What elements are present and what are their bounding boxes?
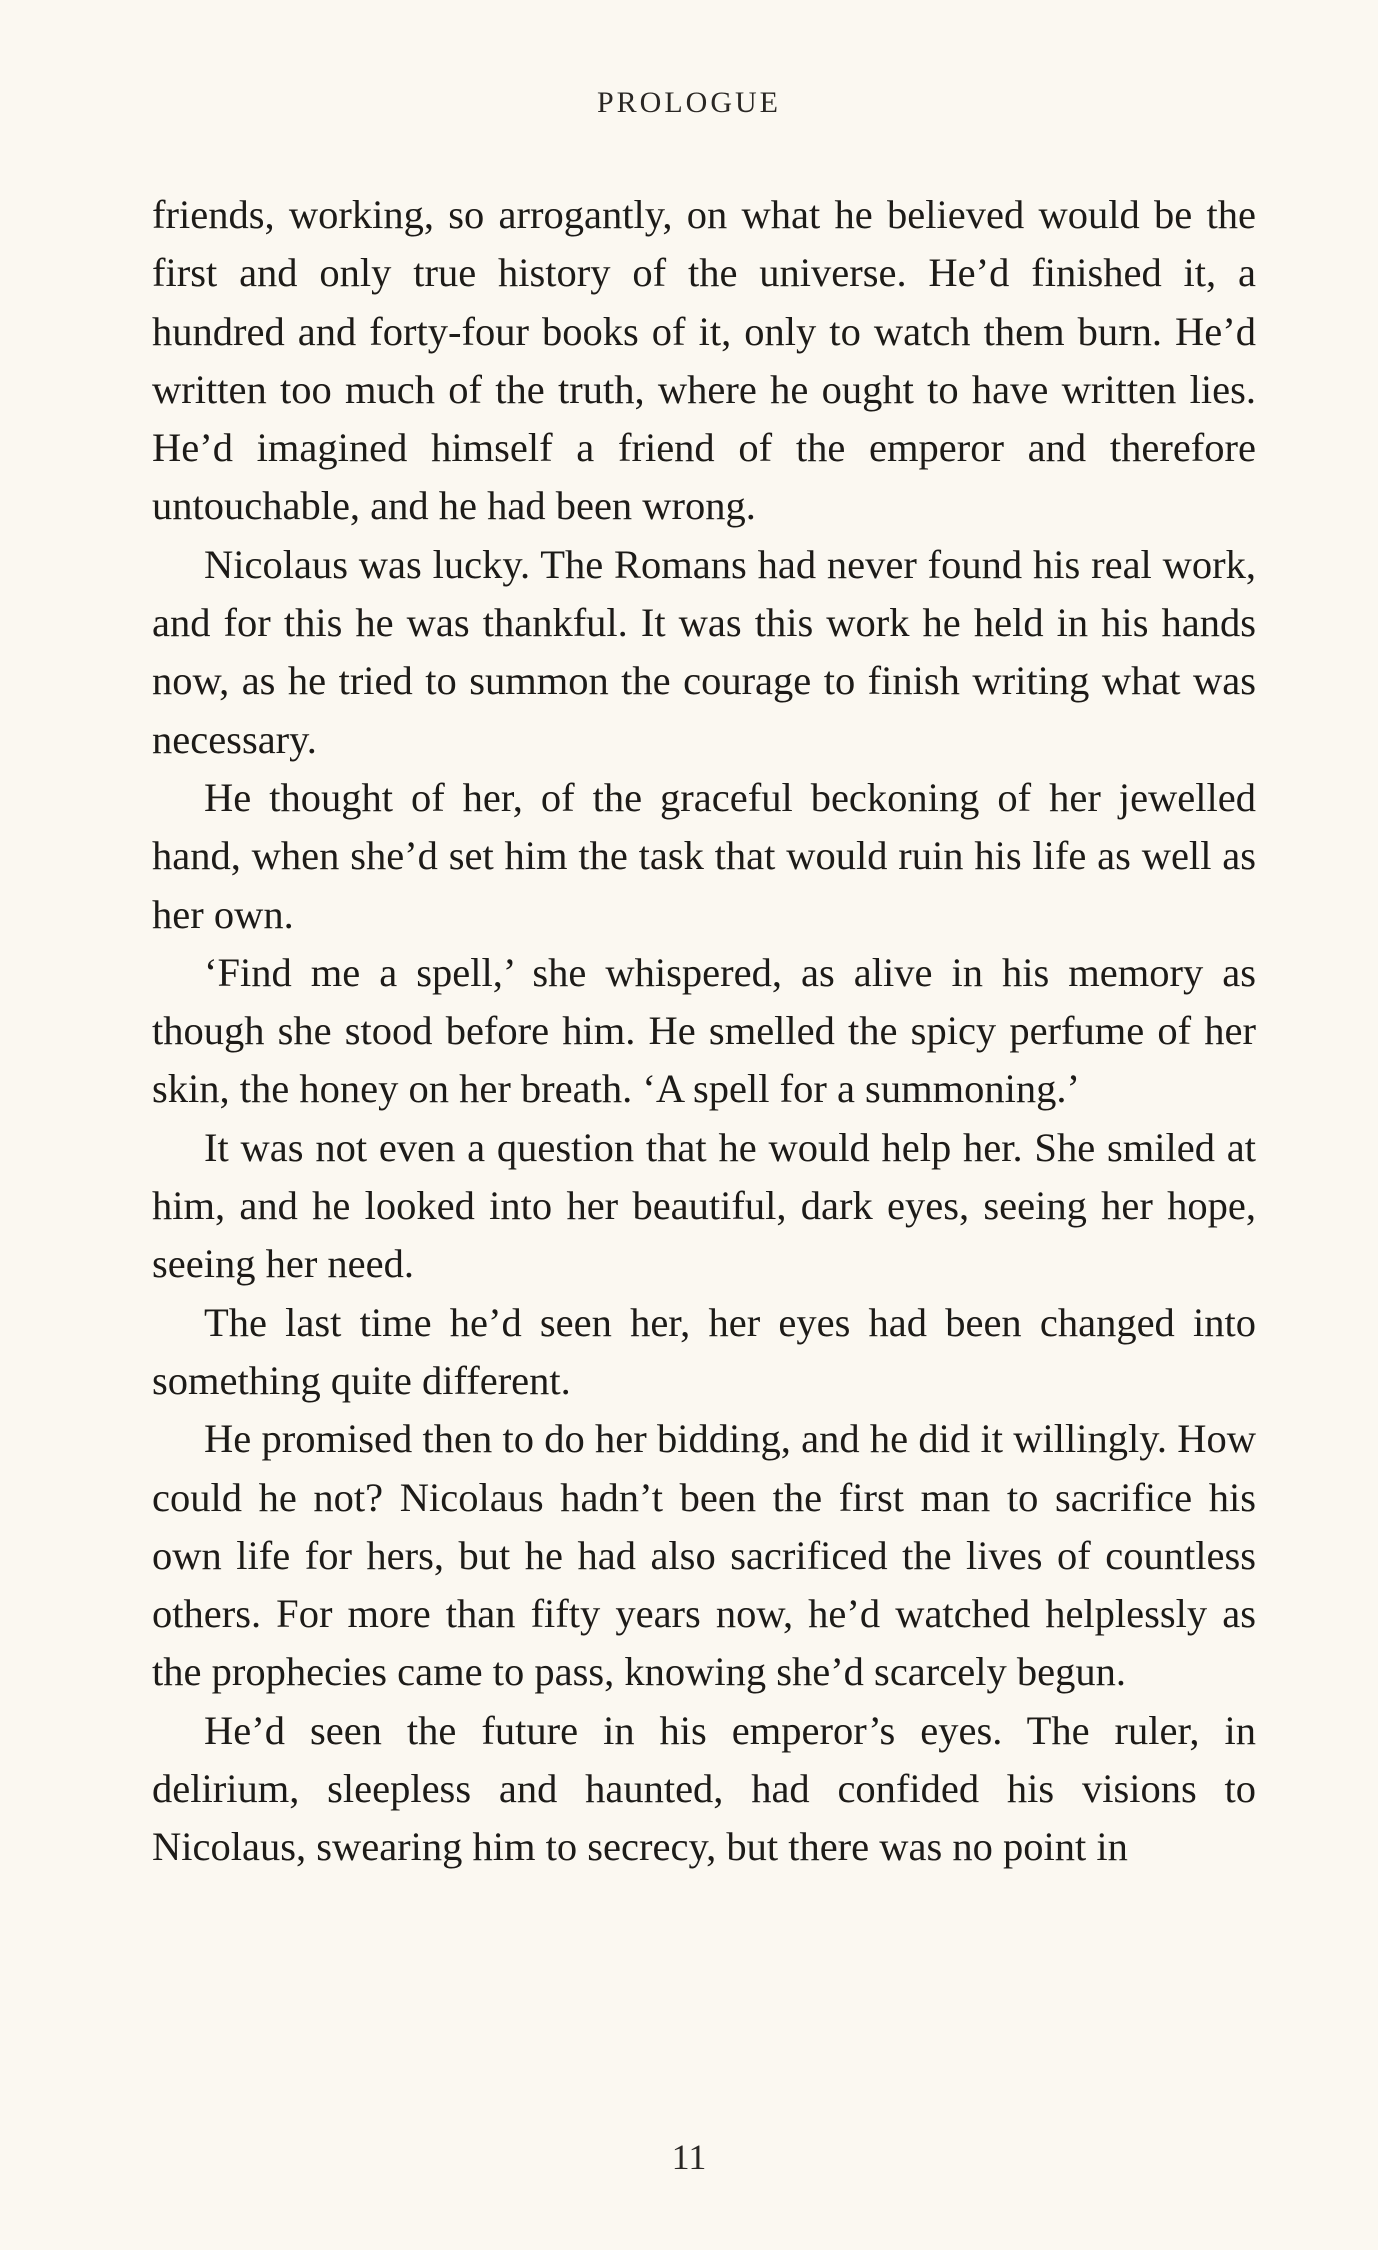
paragraph: He’d seen the future in his emperor’s eyes. The ruler, in delirium, sleepless and haunted, had confided his visions to Nicolaus, swearing him to secrecy, but there was no point in bbox=[152, 1707, 1256, 1870]
paragraph: He thought of her, of the graceful beckoning of her jewelled hand, when she’d set him the task that would ruin his life as well as her own. bbox=[152, 774, 1256, 937]
page-number: 11 bbox=[671, 2137, 707, 2177]
paragraph: It was not even a question that he would help her. She smiled at him, and he looked into her beautiful, dark eyes, seeing her hope, seeing her need. bbox=[152, 1124, 1256, 1287]
paragraph: ‘Find me a spell,’ she whispered, as alive in his memory as though she stood before him. He smelled the spicy perfume of her skin, the honey on her breath. ‘A spell for a summoning.’ bbox=[152, 949, 1256, 1112]
paragraph: friends, working, so arrogantly, on what he believed would be the first and only true history of the universe. He’d finished it, a hundred and forty-four books of it, only to watch them burn. He’d written too much of the truth, where he ought to have written lies. He’d imagined himself a friend of the emperor and therefore untouchable, and he had been wrong. bbox=[152, 192, 1256, 529]
body-text bbox=[152, 186, 1256, 1877]
paragraph: He promised then to do her bidding, and he did it willingly. How could he not? Nicolaus hadn’t been the first man to sacrifice his own life for hers, but he had also sacrificed the lives of countless others. For more than fifty years now, he’d watched helplessly as the prophecies came to pass, knowing she’d scarcely begun. bbox=[152, 1416, 1256, 1695]
paragraph: Nicolaus was lucky. The Romans had never found his real work, and for this he was thankful. It was this work he held in his hands now, as he tried to summon the courage to finish writing what was necessary. bbox=[152, 541, 1256, 762]
paragraph: The last time he’d seen her, her eyes had been changed into something quite different. bbox=[152, 1299, 1256, 1403]
running-head: PROLOGUE bbox=[596, 86, 781, 119]
